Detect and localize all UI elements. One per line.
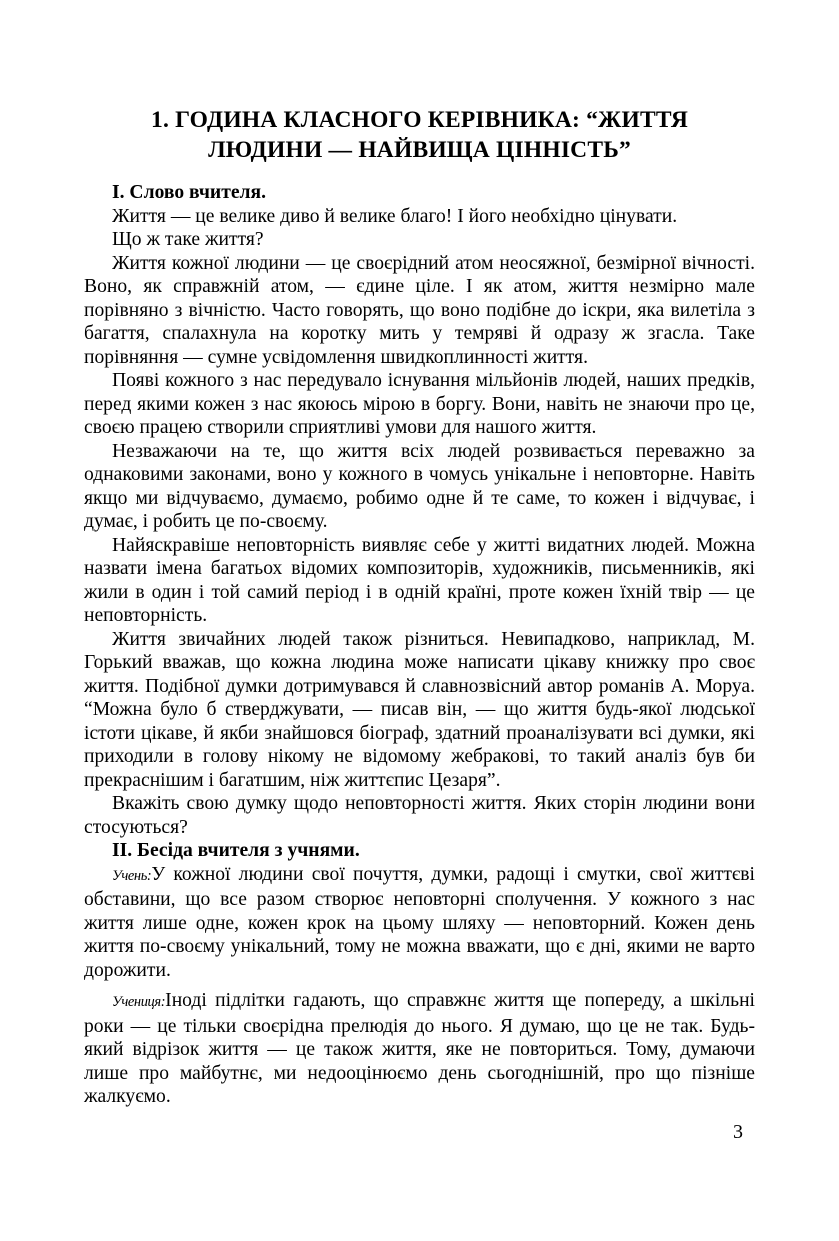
dialogue-reply (84, 989, 755, 1109)
chapter-title-line-1: 1. ГОДИНА КЛАСНОГО КЕРІВНИКА: “ЖИТТЯ (151, 107, 688, 133)
paragraph: Незважаючи на те, що життя всіх людей розвивається переважно за однаковими законами, воно у кожного в чомусь унікальне і неповторне. Навіть якщо ми відчуваємо, думаємо, робимо одне й те саме, то кожен і відчуває, і думає, і робить це по-своєму. (84, 440, 755, 532)
page-content (84, 105, 755, 1109)
paragraph: Життя кожної людини — це своєрідний атом неосяжної, безмірної вічності. Воно, як справжній атом, — єдине ціле. І як атом, життя незмірно мале порівняно з вічністю. Часто говорять, що воно подібне до іскри, яка вилетіла з багаття, спалахнула на коротку мить у темряві й одразу ж згасла. Таке порівняння — сумне усвідомлення швидкоплинності життя. (84, 252, 755, 368)
paragraph: Появі кожного з нас передувало існування мільйонів людей, наших предків, перед якими кожен з нас якоюсь мірою в боргу. Вони, навіть не знаючи про це, своєю працею створили сприятливі умови для нашого життя. (84, 370, 755, 438)
paragraph: Вкажіть свою думку щодо неповторності життя. Яких сторін людини вони стосуються? (84, 793, 755, 838)
paragraph: Що ж таке життя? (112, 229, 264, 250)
speaker-label: Учень: (112, 867, 152, 884)
chapter-title-line-2: ЛЮДИНИ — НАЙВИЩА ЦІННІСТЬ” (208, 137, 631, 163)
reply-text: У кожної людини свої почуття, думки, радощі і смутки, свої життєві обставини, що все разом створює неповторні сполучення. У кожного з нас життя лише одне, кожен крок на цьому шляху — неповторний. Кожен день життя по-своєму унікальний, тому не можна вважати, що є дні, якими не варто дорожити. (84, 863, 755, 981)
speaker-label: Учениця: (112, 994, 166, 1010)
paragraph: Життя — це велике диво й велике благо! І його необхідно цінувати. (112, 205, 678, 227)
dialogue-reply (84, 863, 755, 983)
chapter-title (84, 105, 755, 165)
reply-text: Іноді підлітки гадають, що справжнє життя ще попереду, а шкільні роки — це тільки своєрідна прелюдія до нього. Я думаю, що це не так. Будь-який відрізок життя — це також життя, яке не повториться. Тому, думаючи лише про майбутнє, ми недооцінюємо день сьогоднішній, про що пізніше жалкуємо. (84, 990, 755, 1107)
paragraph: Життя звичайних людей також різниться. Невипадково, наприклад, М. Горький вважав, що кожна людина може написати цікаву книжку про своє життя. Подібної думки дотримувався й славнозвісний автор романів А. Моруа. “Можна було б стверджувати, — писав він, — що життя будь-якої людської істоти цікаве, й якби знайшовся біограф, здатний проаналізувати всі думки, які приходили в голову нікому не відомому жебракові, то такий аналіз був би прекраснішим і багатшим, ніж життєпис Цезаря”. (84, 628, 755, 791)
section-1-heading: І. Слово вчителя. (112, 182, 267, 203)
page-number: 3 (733, 1121, 743, 1143)
paragraph: Найяскравіше неповторність виявляє себе у житті видатних людей. Можна назвати імена багатьох відомих композиторів, художників, письменників, які жили в один і той самий період і в одній країні, проте кожен їхній твір — це неповторність. (84, 534, 755, 626)
section-2-heading: ІІ. Бесіда вчителя з учнями. (112, 840, 360, 861)
